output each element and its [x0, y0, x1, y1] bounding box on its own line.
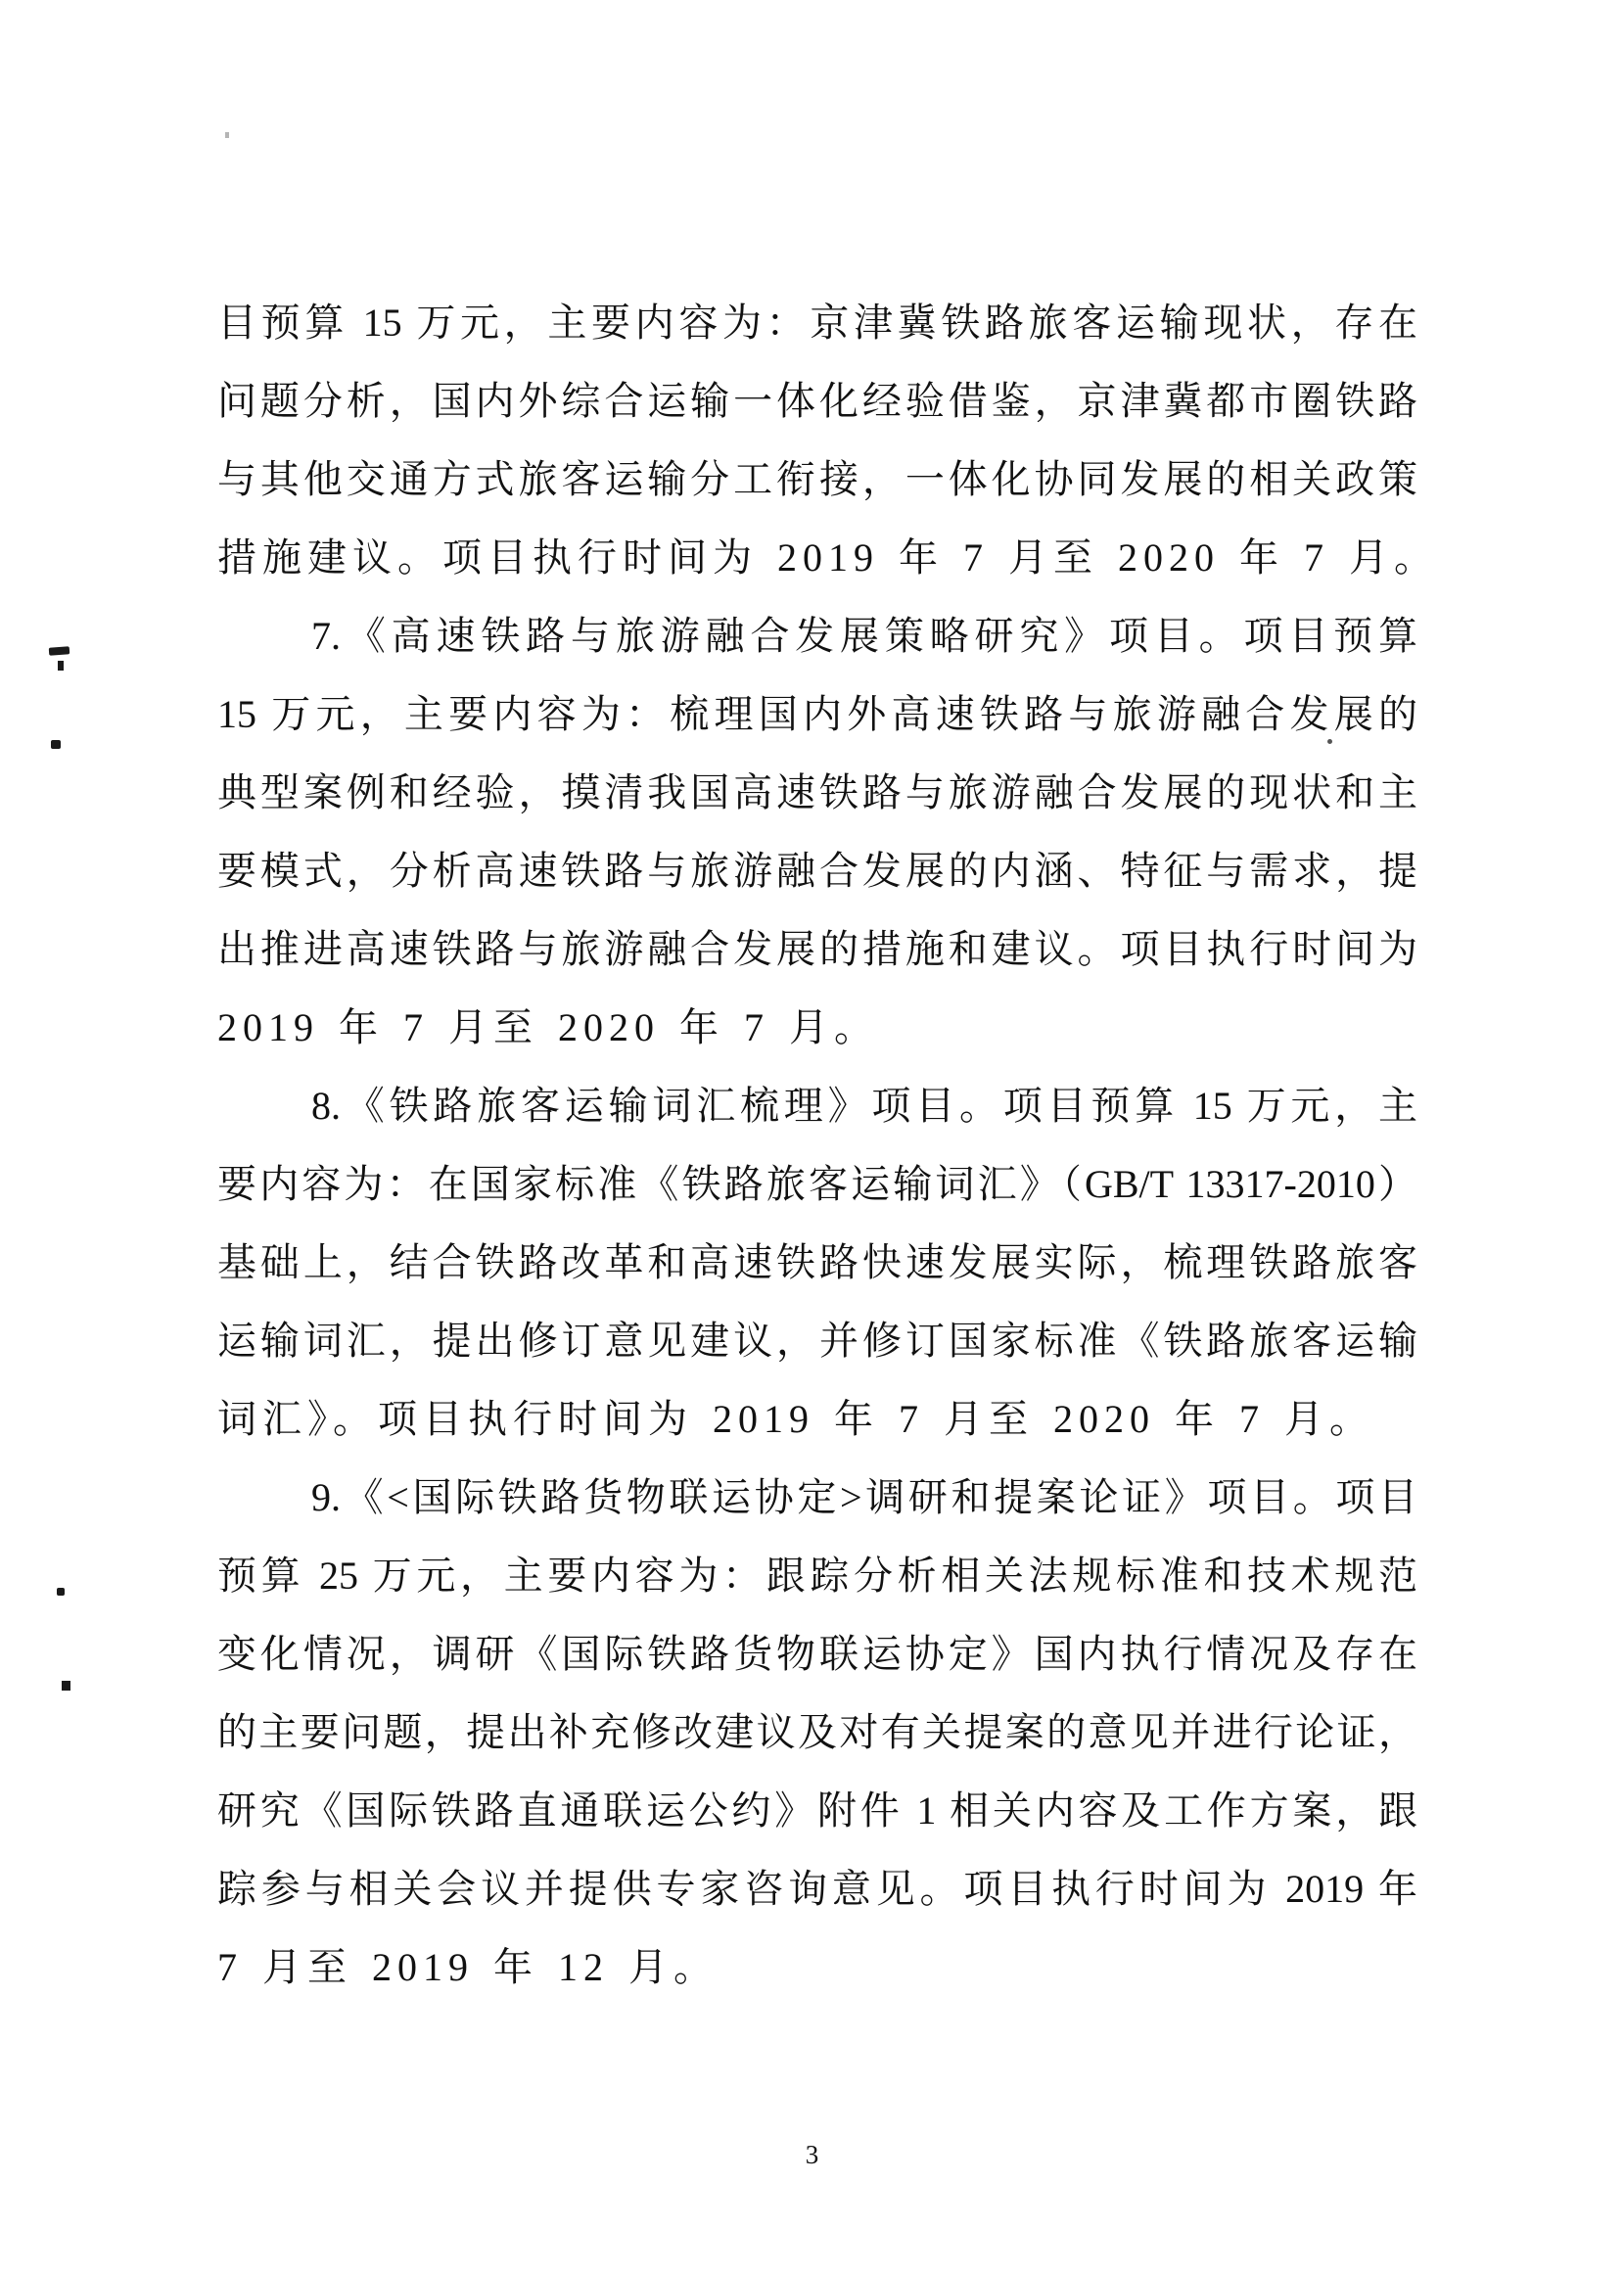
- text-line: 预算 25 万元，主要内容为：跟踪分析相关法规标准和技术规范: [217, 1554, 1417, 1598]
- text-line: 9.《<国际铁路货物联运协定>调研和提案论证》项目。项目: [311, 1475, 1417, 1519]
- text-line: 变化情况，调研《国际铁路货物联运协定》国内执行情况及存在: [217, 1632, 1417, 1676]
- text-line: 运输词汇，提出修订意见建议，并修订国家标准《铁路旅客运输: [217, 1319, 1417, 1363]
- text-line: 要内容为：在国家标准《铁路旅客运输词汇》（GB/T 13317-2010）: [217, 1162, 1417, 1206]
- text-line: 目预算 15 万元，主要内容为：京津冀铁路旅客运输现状，存在: [217, 301, 1417, 345]
- text-line: 8.《铁路旅客运输词汇梳理》项目。项目预算 15 万元，主: [311, 1084, 1417, 1128]
- paragraph-item-9: [217, 1459, 1417, 2007]
- text-line: 问题分析，国内外综合运输一体化经验借鉴，京津冀都市圈铁路: [217, 379, 1417, 423]
- scan-speck: [225, 132, 229, 138]
- text-line: 与其他交通方式旅客运输分工衔接，一体化协同发展的相关政策: [217, 457, 1417, 501]
- text-line: 15 万元，主要内容为：梳理国内外高速铁路与旅游融合发展的: [217, 692, 1417, 736]
- scan-speck: [49, 646, 70, 655]
- text-line: 要模式，分析高速铁路与旅游融合发展的内涵、特征与需求，提: [217, 849, 1417, 893]
- text-line: 研究《国际铁路直通联运公约》附件 1 相关内容及工作方案，跟: [217, 1788, 1417, 1833]
- scan-speck: [57, 1588, 65, 1596]
- text-line: 典型案例和经验，摸清我国高速铁路与旅游融合发展的现状和主: [217, 770, 1417, 814]
- scan-speck: [62, 1681, 70, 1691]
- paragraph-item-8: [217, 1067, 1417, 1459]
- text-line: 7 月至 2019 年 12 月。: [217, 1945, 719, 1989]
- page-footer: [0, 2140, 1624, 2170]
- text-line: 2019 年 7 月至 2020 年 7 月。: [217, 1005, 879, 1049]
- document-body: [217, 284, 1439, 2007]
- text-line: 踪参与相关会议并提供专家咨询意见。项目执行时间为 2019 年: [217, 1867, 1417, 1911]
- text-line: 出推进高速铁路与旅游融合发展的措施和建议。项目执行时间为: [217, 927, 1417, 971]
- text-line: 的主要问题，提出补充修改建议及对有关提案的意见并进行论证，: [217, 1710, 1417, 1754]
- text-line: 词汇》。项目执行时间为 2019 年 7 月至 2020 年 7 月。: [217, 1397, 1374, 1441]
- text-line: 基础上，结合铁路改革和高速铁路快速发展实际，梳理铁路旅客: [217, 1240, 1417, 1284]
- page-number: 3: [805, 2140, 819, 2169]
- scan-speck: [58, 661, 64, 671]
- paragraph-item-7: [217, 597, 1417, 1067]
- text-line: 措施建议。项目执行时间为 2019 年 7 月至 2020 年 7 月。: [217, 535, 1439, 580]
- scan-speck: [51, 740, 61, 749]
- text-line: 7.《高速铁路与旅游融合发展策略研究》项目。项目预算: [311, 614, 1417, 658]
- paragraph-item-6-continuation: [217, 284, 1439, 597]
